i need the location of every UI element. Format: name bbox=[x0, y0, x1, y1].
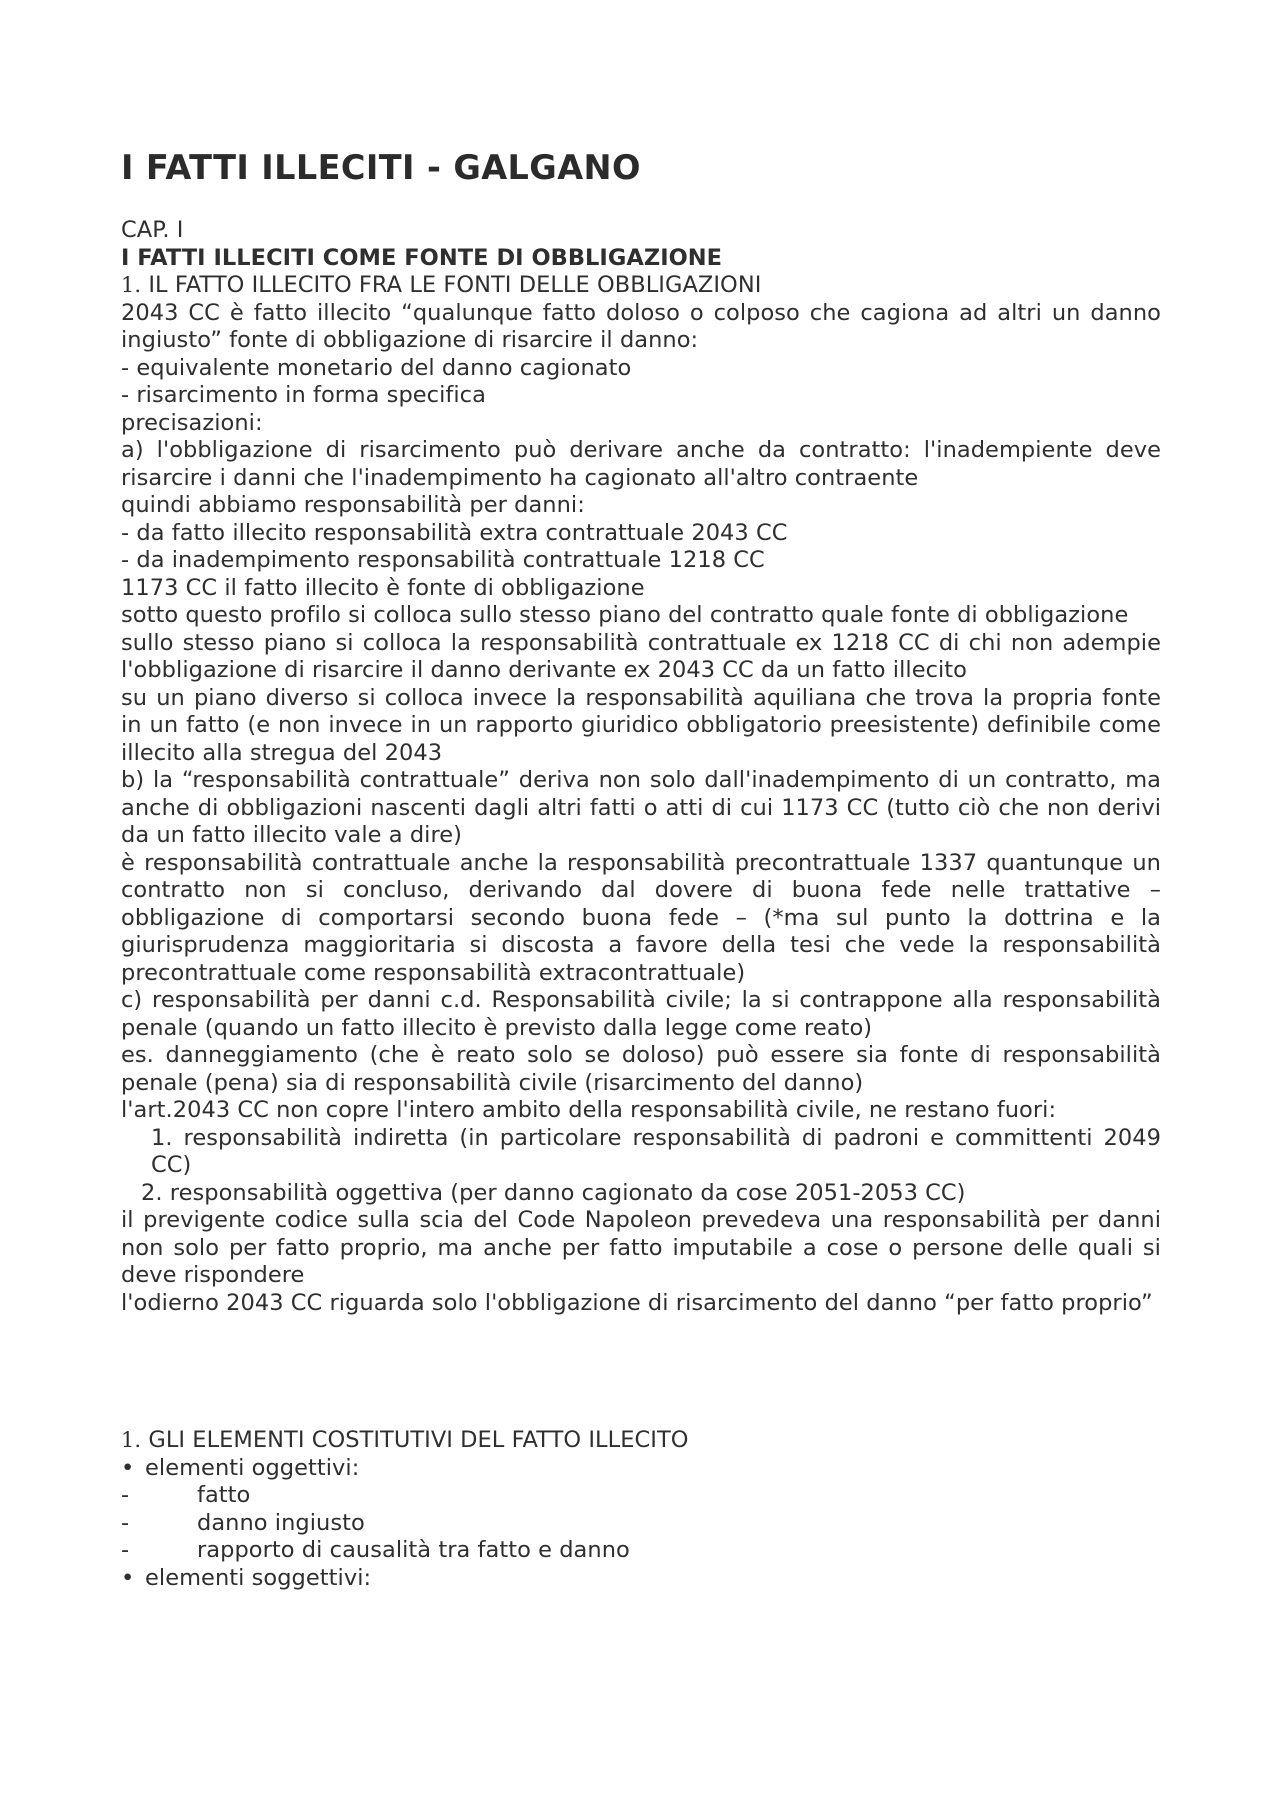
paragraph: - risarcimento in forma specifica bbox=[121, 382, 486, 408]
paragraph: - da fatto illecito responsabilità extra contrattuale 2043 CC bbox=[121, 519, 788, 546]
list-item-text: elementi soggettivi: bbox=[145, 1564, 372, 1591]
dash-icon: - bbox=[121, 1537, 130, 1563]
paragraph: quindi abbiamo responsabilità per danni: bbox=[121, 492, 585, 518]
section-heading bbox=[121, 1427, 1161, 1455]
list-item bbox=[121, 1482, 1161, 1510]
chapter-title: I FATTI ILLECITI COME FONTE DI OBBLIGAZIONE bbox=[121, 244, 723, 271]
document-body bbox=[121, 148, 1161, 1592]
list-item bbox=[121, 1510, 1161, 1538]
list-item-text: danno ingiusto bbox=[197, 1509, 365, 1536]
section-heading-text: IL FATTO ILLECITO FRA LE FONTI DELLE OBBLIGAZIONI bbox=[141, 272, 762, 298]
paragraph: l'odierno 2043 CC riguarda solo l'obbligazione di risarcimento del danno “per fatto proprio” bbox=[121, 1289, 1153, 1316]
paragraph: l'art.2043 CC non copre l'intero ambito della responsabilità civile, ne restano fuori: bbox=[121, 1097, 1057, 1123]
document-title: I FATTI ILLECITI - GALGANO bbox=[121, 148, 641, 187]
list-item-text: fatto bbox=[197, 1482, 251, 1508]
paragraph: b) la “responsabilità contrattuale” deriva non solo dall'inadempimento di un contratto, ma anche di obbligazioni nascenti dagli altri fatti o atti di cui 1173 CC (tutto ciò che non derivi da un fatto illecito vale a dire) bbox=[121, 767, 1161, 848]
spacer bbox=[121, 1317, 1161, 1427]
paragraph: 1173 CC il fatto illecito è fonte di obbligazione bbox=[121, 574, 645, 601]
bullet-icon: • bbox=[121, 1454, 135, 1481]
paragraph: - equivalente monetario del danno cagionato bbox=[121, 354, 632, 381]
section-heading-text: GLI ELEMENTI COSTITUTIVI DEL FATTO ILLECITO bbox=[141, 1427, 689, 1453]
section-number: 1. bbox=[121, 1428, 142, 1452]
paragraph: - da inadempimento responsabilità contrattuale 1218 CC bbox=[121, 547, 765, 573]
paragraph: è responsabilità contrattuale anche la responsabilità precontrattuale 1337 quantunque un contratto non si concluso, derivando dal dovere di buona fede nelle trattative – obbligazione di comportarsi secondo buona fede – (*ma sul punto la dottrina e la giurisprudenza maggioritaria si discosta a favore della tesi che vede la responsabilità precontrattuale come responsabilità extracontrattuale) bbox=[121, 849, 1161, 986]
list-item: 2. responsabilità oggettiva (per danno cagionato da cose 2051-2053 CC) bbox=[141, 1179, 966, 1206]
dash-icon: - bbox=[121, 1509, 130, 1536]
paragraph: sotto questo profilo si colloca sullo stesso piano del contratto quale fonte di obbligazione bbox=[121, 602, 1129, 628]
paragraph: precisazioni: bbox=[121, 409, 263, 436]
paragraph: sullo stesso piano si colloca la responsabilità contrattuale ex 1218 CC di chi non adempie l'obbligazione di risarcire il danno derivante ex 2043 CC da un fatto illecito bbox=[121, 629, 1161, 683]
paragraph: a) l'obbligazione di risarcimento può derivare anche da contratto: l'inadempiente deve risarcire i danni che l'inadempimento ha cagionato all'altro contraente bbox=[121, 437, 1161, 491]
list-item-text: rapporto di causalità tra fatto e danno bbox=[197, 1537, 630, 1563]
list-item bbox=[121, 1455, 1161, 1483]
list-item: 1. responsabilità indiretta (in particolare responsabilità di padroni e committenti 2049 CC) bbox=[151, 1124, 1161, 1178]
paragraph: su un piano diverso si colloca invece la responsabilità aquiliana che trova la propria fonte in un fatto (e non invece in un rapporto giuridico obbligatorio preesistente) definibile come illecito alla stregua del 2043 bbox=[121, 684, 1161, 766]
bullet-icon: • bbox=[121, 1564, 135, 1591]
list-item bbox=[121, 1537, 1161, 1565]
list-item bbox=[121, 1565, 1161, 1593]
section-number: 1. bbox=[121, 273, 142, 297]
section-heading bbox=[121, 272, 1161, 300]
paragraph: il previgente codice sulla scia del Code Napoleon prevedeva una responsabilità per danni non solo per fatto proprio, ma anche per fatto imputabile a cose o persone delle quali si deve rispondere bbox=[121, 1207, 1161, 1288]
list-item-text: elementi oggettivi: bbox=[145, 1454, 360, 1481]
paragraph: es. danneggiamento (che è reato solo se doloso) può essere sia fonte di responsabilità penale (pena) sia di responsabilità civile (risarcimento del danno) bbox=[121, 1042, 1161, 1096]
paragraph: 2043 CC è fatto illecito “qualunque fatto doloso o colposo che cagiona ad altri un danno ingiusto” fonte di obbligazione di risarcire il danno: bbox=[121, 299, 1161, 353]
paragraph: c) responsabilità per danni c.d. Responsabilità civile; la si contrappone alla responsabilità penale (quando un fatto illecito è previsto dalla legge come reato) bbox=[121, 987, 1161, 1041]
dash-icon: - bbox=[121, 1482, 130, 1508]
cap-label: CAP. I bbox=[121, 217, 184, 243]
